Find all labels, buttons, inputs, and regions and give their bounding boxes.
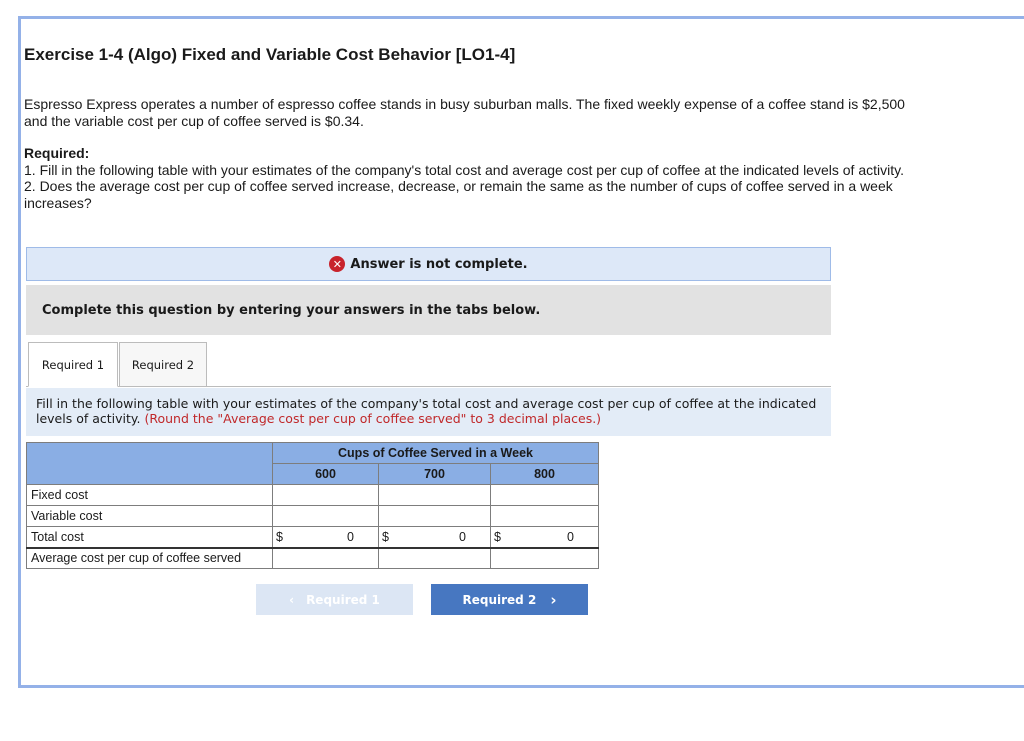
tab-required-2-label: Required 2 (131, 357, 195, 372)
column-header-600: 600 (273, 464, 379, 485)
table-row (27, 548, 599, 569)
chevron-right-icon: › (550, 590, 557, 609)
exercise-intro: Espresso Express operates a number of espresso coffee stands in busy suburban malls. The fixed weekly expense of a coffee stand is $2,500 and the variable cost per cup of coffee served is $0.34. (24, 96, 905, 129)
answer-status-text: Answer is not complete. (350, 256, 528, 272)
next-required-2-button[interactable] (431, 584, 588, 615)
row-label-variable-cost: Variable cost (27, 506, 273, 527)
tab-required-1[interactable] (28, 342, 118, 387)
table-corner-header (27, 443, 273, 485)
table-row (27, 506, 599, 527)
rounding-note: (Round the "Average cost per cup of coffee served" to 3 decimal places.) (144, 411, 602, 426)
exercise-title: Exercise 1-4 (Algo) Fixed and Variable Cost Behavior [LO1-4] (24, 45, 516, 64)
answer-status-banner (26, 247, 831, 281)
total-cost-800 (491, 527, 599, 548)
row-label-fixed-cost: Fixed cost (27, 485, 273, 506)
input-fixed-cost-700[interactable] (379, 485, 491, 506)
exercise-panel (18, 16, 1024, 688)
tab-divider (26, 386, 831, 387)
input-average-cost-600[interactable] (273, 548, 379, 569)
row-label-total-cost: Total cost (27, 527, 273, 548)
total-cost-600 (273, 527, 379, 548)
input-variable-cost-800[interactable] (491, 506, 599, 527)
table-row (27, 527, 599, 548)
row-label-average-cost: Average cost per cup of coffee served (27, 548, 273, 569)
total-cost-value: 0 (459, 530, 466, 544)
input-variable-cost-600[interactable] (273, 506, 379, 527)
tabs-instruction-text: Complete this question by entering your answers in the tabs below. (42, 302, 541, 318)
input-fixed-cost-600[interactable] (273, 485, 379, 506)
requirement-1: 1. Fill in the following table with your estimates of the company's total cost and average cost per cup of coffee at the indicated levels of activity. (24, 161, 904, 178)
next-button-label: Required 2 (462, 592, 537, 607)
tabs-instruction (26, 285, 831, 335)
required-section (24, 145, 924, 211)
tab-required-2[interactable] (119, 342, 207, 387)
total-cost-value: 0 (567, 530, 574, 544)
tab-description (26, 388, 831, 436)
prev-button-label: Required 1 (306, 592, 380, 607)
input-variable-cost-700[interactable] (379, 506, 491, 527)
x-circle-icon: ✕ (329, 256, 345, 272)
cost-table (26, 442, 599, 569)
chevron-left-icon: ‹ (289, 592, 295, 607)
column-header-700: 700 (379, 464, 491, 485)
currency-symbol: $ (382, 530, 389, 544)
required-heading: Required: (24, 145, 90, 161)
total-cost-value: 0 (347, 530, 354, 544)
tab-description-text: Fill in the following table with your estimates of the company's total cost and average cost per cup of coffee at the indicated levels of activity. (36, 396, 817, 426)
currency-symbol: $ (276, 530, 283, 544)
prev-required-1-button[interactable] (256, 584, 413, 615)
table-row (27, 485, 599, 506)
currency-symbol: $ (494, 530, 501, 544)
group-header: Cups of Coffee Served in a Week (273, 443, 599, 464)
input-average-cost-700[interactable] (379, 548, 491, 569)
requirement-2: 2. Does the average cost per cup of coffee served increase, decrease, or remain the same as the number of cups of coffee served in a week increases? (24, 178, 893, 211)
tab-required-1-label: Required 1 (41, 357, 105, 372)
input-average-cost-800[interactable] (491, 548, 599, 569)
total-cost-700 (379, 527, 491, 548)
column-header-800: 800 (491, 464, 599, 485)
input-fixed-cost-800[interactable] (491, 485, 599, 506)
